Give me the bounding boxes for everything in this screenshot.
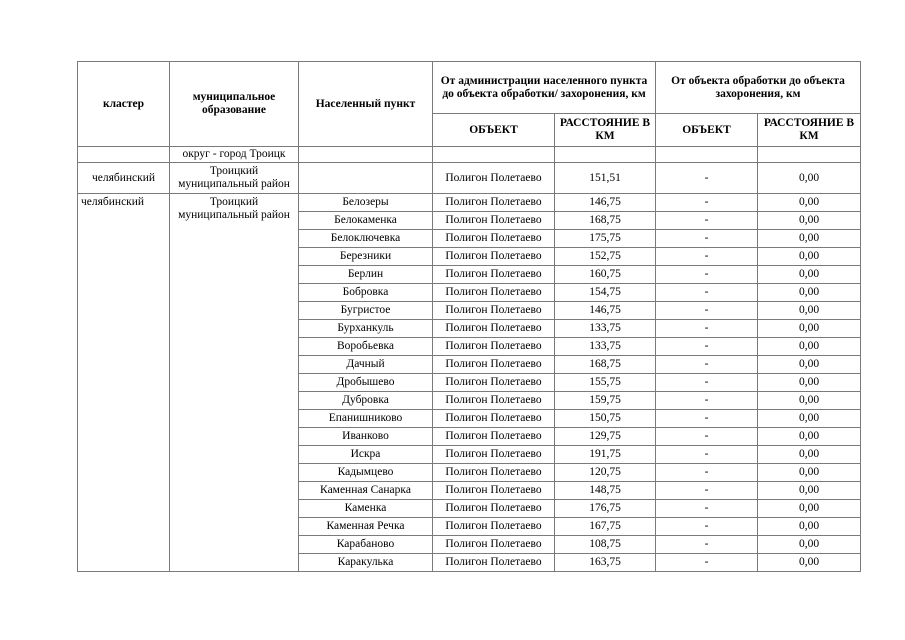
cell-settlement: Епанишниково (299, 410, 433, 428)
cell-settlement: Бурханкуль (299, 320, 433, 338)
cell-settlement: Дробышево (299, 374, 433, 392)
cell-object-1: Полигон Полетаево (433, 248, 555, 266)
cell-distance-1: 108,75 (555, 536, 656, 554)
cell-distance-1: 146,75 (555, 194, 656, 212)
cell-object-1: Полигон Полетаево (433, 284, 555, 302)
cell-distance-2: 0,00 (758, 518, 861, 536)
cell-municipality: Троицкий муниципальный район (170, 163, 299, 194)
header-from-admin: От администрации населенного пункта до объекта обработки/ захоронения, км (433, 62, 656, 114)
cell-settlement: Иванково (299, 428, 433, 446)
cell-settlement: Карабаново (299, 536, 433, 554)
cell-object-2: - (656, 464, 758, 482)
cell-distance-2: 0,00 (758, 302, 861, 320)
cell-object-2: - (656, 536, 758, 554)
cell-settlement: Искра (299, 446, 433, 464)
cell-distance-1: 175,75 (555, 230, 656, 248)
cell-object-2: - (656, 338, 758, 356)
cell-object-1: Полигон Полетаево (433, 302, 555, 320)
header-cluster: кластер (78, 62, 170, 147)
cell-settlement: Каракулька (299, 554, 433, 572)
header-municipality: муниципальное образование (170, 62, 299, 147)
cell-object-2: - (656, 230, 758, 248)
header-from-facility: От объекта обработки до объекта захоронения, км (656, 62, 861, 114)
cell-object-1 (433, 147, 555, 163)
cell-object-1: Полигон Полетаево (433, 230, 555, 248)
header-distance-1: РАССТОЯНИЕ В КМ (555, 114, 656, 147)
cell-settlement: Белокаменка (299, 212, 433, 230)
cell-object-2: - (656, 554, 758, 572)
cell-distance-1: 129,75 (555, 428, 656, 446)
cell-settlement: Бобровка (299, 284, 433, 302)
cell-distance-1: 146,75 (555, 302, 656, 320)
cell-object-2: - (656, 163, 758, 194)
cell-settlement: Белозеры (299, 194, 433, 212)
cell-municipality: Троицкий муниципальный район (170, 194, 299, 572)
cell-object-2: - (656, 392, 758, 410)
cell-object-2: - (656, 518, 758, 536)
cell-object-2: - (656, 248, 758, 266)
cell-object-2: - (656, 428, 758, 446)
cell-settlement: Бугристое (299, 302, 433, 320)
cell-object-1: Полигон Полетаево (433, 482, 555, 500)
cell-distance-1: 120,75 (555, 464, 656, 482)
cell-cluster (78, 147, 170, 163)
cell-distance-2: 0,00 (758, 248, 861, 266)
cell-object-2: - (656, 356, 758, 374)
cell-object-1: Полигон Полетаево (433, 392, 555, 410)
cell-distance-1: 154,75 (555, 284, 656, 302)
cell-distance-1: 160,75 (555, 266, 656, 284)
header-object-2: ОБЪЕКТ (656, 114, 758, 147)
cell-distance-1: 167,75 (555, 518, 656, 536)
cell-object-2: - (656, 320, 758, 338)
header-object-1: ОБЪЕКТ (433, 114, 555, 147)
cell-settlement: Каменная Санарка (299, 482, 433, 500)
header-distance-2: РАССТОЯНИЕ В КМ (758, 114, 861, 147)
cell-object-1: Полигон Полетаево (433, 446, 555, 464)
cell-settlement (299, 147, 433, 163)
cell-object-1: Полигон Полетаево (433, 356, 555, 374)
cell-settlement: Воробьевка (299, 338, 433, 356)
cell-object-2: - (656, 212, 758, 230)
cell-object-2: - (656, 302, 758, 320)
cell-object-1: Полигон Полетаево (433, 266, 555, 284)
cell-distance-1: 159,75 (555, 392, 656, 410)
cell-distance-2: 0,00 (758, 194, 861, 212)
cell-object-1: Полигон Полетаево (433, 338, 555, 356)
cell-cluster: челябинский (78, 163, 170, 194)
cell-distance-2: 0,00 (758, 446, 861, 464)
cell-distance-2: 0,00 (758, 320, 861, 338)
cell-distance-1: 155,75 (555, 374, 656, 392)
header-settlement: Населенный пункт (299, 62, 433, 147)
cell-object-1: Полигон Полетаево (433, 554, 555, 572)
cell-object-1: Полигон Полетаево (433, 410, 555, 428)
cell-distance-2: 0,00 (758, 266, 861, 284)
cell-settlement: Дачный (299, 356, 433, 374)
cell-object-1: Полигон Полетаево (433, 163, 555, 194)
cell-object-1: Полигон Полетаево (433, 464, 555, 482)
cell-object-2: - (656, 446, 758, 464)
cell-object-2: - (656, 284, 758, 302)
cell-object-2: - (656, 374, 758, 392)
cell-distance-2: 0,00 (758, 284, 861, 302)
cell-object-1: Полигон Полетаево (433, 518, 555, 536)
cell-distance-2: 0,00 (758, 356, 861, 374)
cell-distance-1: 152,75 (555, 248, 656, 266)
cell-distance-2: 0,00 (758, 464, 861, 482)
cell-distance-1: 168,75 (555, 212, 656, 230)
cell-object-2: - (656, 482, 758, 500)
cell-object-1: Полигон Полетаево (433, 374, 555, 392)
cell-object-1: Полигон Полетаево (433, 428, 555, 446)
cell-distance-1: 148,75 (555, 482, 656, 500)
cell-distance-1: 163,75 (555, 554, 656, 572)
cell-distance-2: 0,00 (758, 230, 861, 248)
cell-distance-2 (758, 147, 861, 163)
cell-distance-2: 0,00 (758, 392, 861, 410)
cell-distance-1: 176,75 (555, 500, 656, 518)
cell-settlement: Кадымцево (299, 464, 433, 482)
cell-settlement: Березники (299, 248, 433, 266)
cell-distance-2: 0,00 (758, 536, 861, 554)
cell-object-1: Полигон Полетаево (433, 212, 555, 230)
cell-distance-2: 0,00 (758, 500, 861, 518)
cell-distance-2: 0,00 (758, 163, 861, 194)
cell-settlement (299, 163, 433, 194)
cell-object-2: - (656, 500, 758, 518)
table-row-gorod (78, 147, 861, 163)
cell-object-1: Полигон Полетаево (433, 320, 555, 338)
cell-distance-2: 0,00 (758, 212, 861, 230)
distance-table (77, 61, 861, 572)
cell-municipality: округ - город Троицк (170, 147, 299, 163)
cell-distance-1: 133,75 (555, 320, 656, 338)
cell-distance-1: 133,75 (555, 338, 656, 356)
table-row (78, 194, 861, 212)
cell-object-2: - (656, 194, 758, 212)
cell-distance-2: 0,00 (758, 410, 861, 428)
cell-distance-1: 150,75 (555, 410, 656, 428)
cell-distance-2: 0,00 (758, 338, 861, 356)
cell-object-2: - (656, 410, 758, 428)
cell-distance-2: 0,00 (758, 554, 861, 572)
cell-distance-1: 151,51 (555, 163, 656, 194)
cell-settlement: Дубровка (299, 392, 433, 410)
cell-object-1: Полигон Полетаево (433, 500, 555, 518)
cell-distance-1: 191,75 (555, 446, 656, 464)
cell-distance-1 (555, 147, 656, 163)
cell-cluster: челябинский (78, 194, 170, 572)
document-page (77, 61, 860, 572)
cell-object-2: - (656, 266, 758, 284)
cell-settlement: Каменка (299, 500, 433, 518)
table-row-district (78, 163, 861, 194)
cell-settlement: Белоключевка (299, 230, 433, 248)
cell-distance-1: 168,75 (555, 356, 656, 374)
cell-distance-2: 0,00 (758, 374, 861, 392)
cell-object-1: Полигон Полетаево (433, 194, 555, 212)
cell-distance-2: 0,00 (758, 428, 861, 446)
cell-object-2 (656, 147, 758, 163)
cell-settlement: Каменная Речка (299, 518, 433, 536)
cell-distance-2: 0,00 (758, 482, 861, 500)
cell-settlement: Берлин (299, 266, 433, 284)
cell-object-1: Полигон Полетаево (433, 536, 555, 554)
